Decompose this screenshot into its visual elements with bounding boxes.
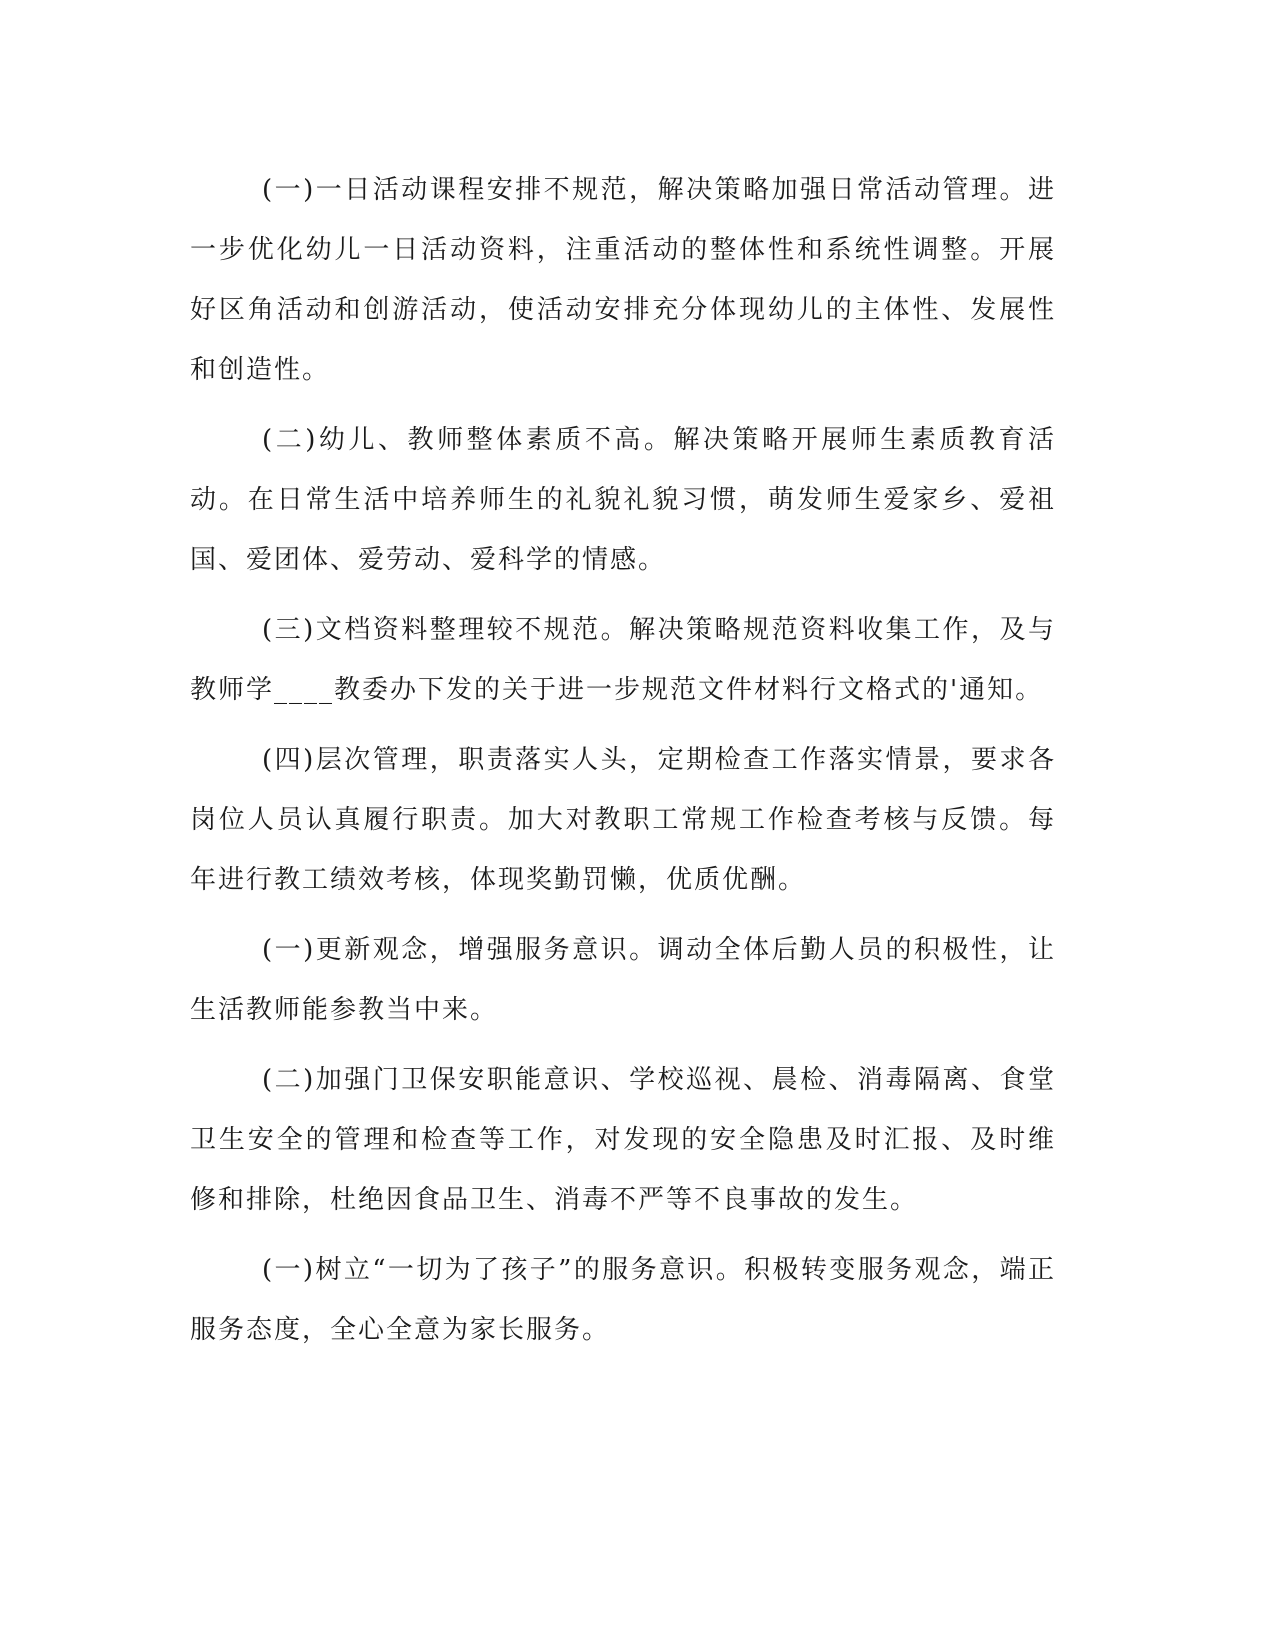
paragraph-7: (一)树立“一切为了孩子”的服务意识。积极转变服务观念，端正服务态度，全心全意为家长服务。 bbox=[190, 1255, 1056, 1345]
paragraph-4: (四)层次管理，职责落实人头，定期检查工作落实情景，要求各岗位人员认真履行职责。加大对教职工常规工作检查考核与反馈。每年进行教工绩效考核，体现奖勤罚懒，优质优酬。 bbox=[190, 745, 1056, 895]
paragraph-6: (二)加强门卫保安职能意识、学校巡视、晨检、消毒隔离、食堂卫生安全的管理和检查等工作，对发现的安全隐患及时汇报、及时维修和排除，杜绝因食品卫生、消毒不严等不良事故的发生。 bbox=[190, 1065, 1056, 1215]
paragraph-3: (三)文档资料整理较不规范。解决策略规范资料收集工作，及与教师学____教委办下发的关于进一步规范文件材料行文格式的'通知。 bbox=[190, 615, 1056, 705]
document-body bbox=[190, 160, 1056, 1370]
paragraph-1: (一)一日活动课程安排不规范，解决策略加强日常活动管理。进一步优化幼儿一日活动资料，注重活动的整体性和系统性调整。开展好区角活动和创游活动，使活动安排充分体现幼儿的主体性、发展性和创造性。 bbox=[190, 175, 1056, 385]
paragraph-2: (二)幼儿、教师整体素质不高。解决策略开展师生素质教育活动。在日常生活中培养师生的礼貌礼貌习惯，萌发师生爱家乡、爱祖国、爱团体、爱劳动、爱科学的情感。 bbox=[190, 425, 1056, 575]
paragraph-5: (一)更新观念，增强服务意识。调动全体后勤人员的积极性，让生活教师能参教当中来。 bbox=[190, 935, 1056, 1025]
